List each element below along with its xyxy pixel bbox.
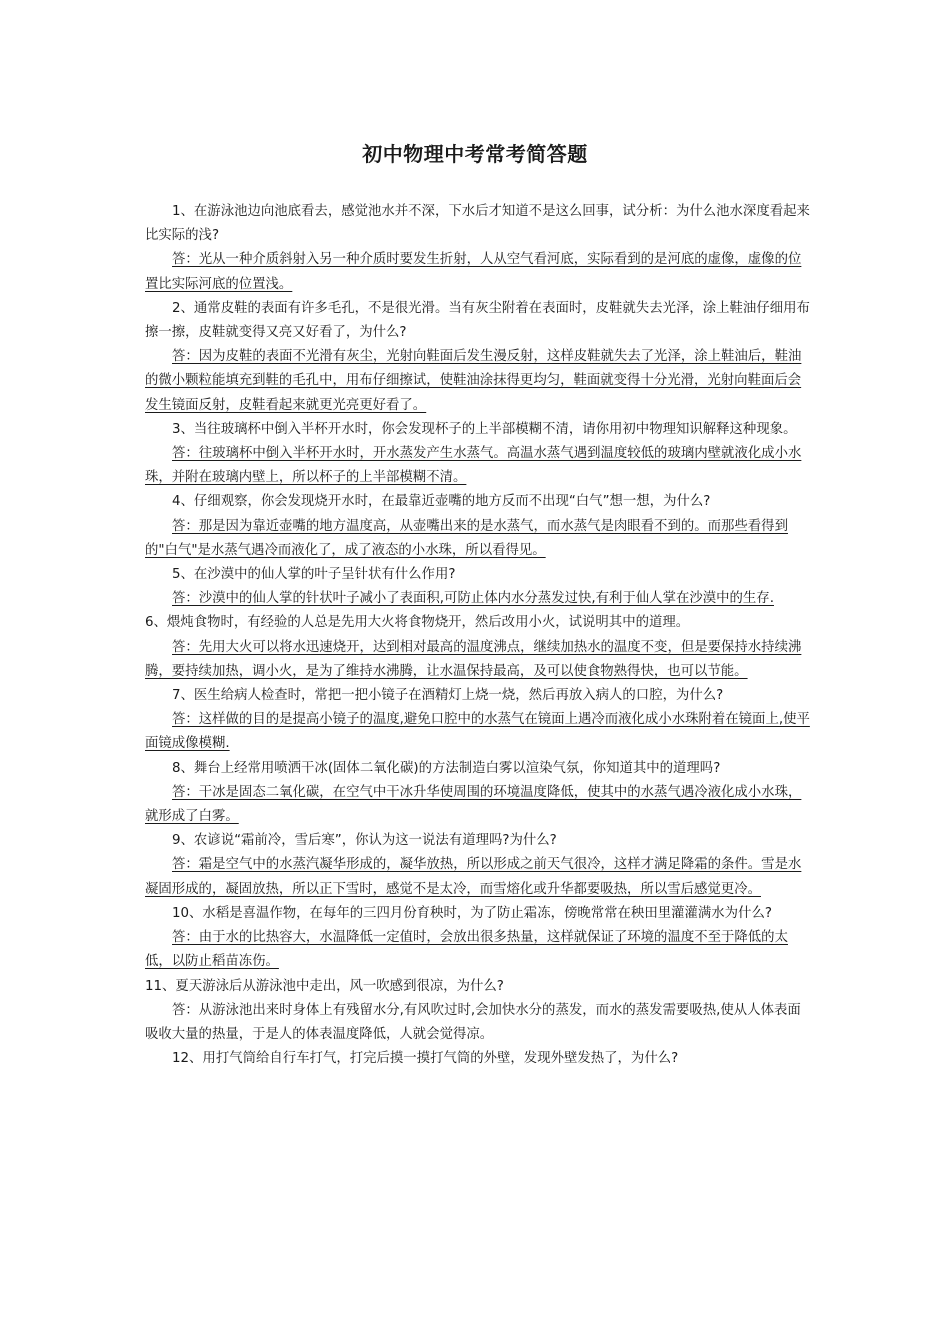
answer-4: 答：那是因为靠近壶嘴的地方温度高，从壶嘴出来的是水蒸气，而水蒸气是肉眼看不到的。而那些看得到的"白气"是水蒸气遇冷而液化了，成了液态的小水珠，所以看得见。 <box>145 518 788 558</box>
question-12: 12、用打气筒给自行车打气，打完后摸一摸打气筒的外壁，发现外壁发热了，为什么? <box>172 1051 679 1067</box>
question-1: 1、在游泳池边向池底看去，感觉池水并不深，下水后才知道不是这么回事，试分析：为什么池水深度看起来比实际的浅? <box>145 204 810 244</box>
page-title: 初中物理中考常考简答题 <box>362 142 588 166</box>
answer-10: 答：由于水的比热容大，水温降低一定值时，会放出很多热量，这样就保证了环境的温度不至于降低的太低，以防止稻苗冻伤。 <box>145 930 788 970</box>
question-3: 3、当往玻璃杯中倒入半杯开水时，你会发现杯子的上半部模糊不清，请你用初中物理知识解释这种现象。 <box>172 421 797 437</box>
answer-2: 答：因为皮鞋的表面不光滑有灰尘，光射向鞋面后发生漫反射，这样皮鞋就失去了光泽，涂上鞋油后，鞋油的微小颗粒能填充到鞋的毛孔中，用布仔细擦试，使鞋油涂抹得更均匀，鞋面就变得十分光滑，光射向鞋面后会发生镜面反射，皮鞋看起来就更光亮更好看了。 <box>145 349 802 413</box>
question-5: 5、在沙漠中的仙人掌的叶子呈针状有什么作用? <box>172 567 456 583</box>
answer-8: 答：干冰是固态二氧化碳，在空气中干冰升华使周围的环境温度降低，使其中的水蒸气遇冷液化成小水珠，就形成了白雾。 <box>145 784 802 825</box>
answer-9: 答：霜是空气中的水蒸汽凝华形成的，凝华放热，所以形成之前天气很冷，这样才满足降霜的条件。雪是水凝固形成的，凝固放热，所以正下雪时，感觉不是太冷，而雪熔化或升华都要吸热，所以雪后感觉更冷。 <box>145 857 802 897</box>
question-11: 11、夏天游泳后从游泳池中走出，风一吹感到很凉，为什么? <box>145 978 504 994</box>
question-9: 9、农谚说“霜前冷，雪后寒”，你认为这一说法有道理吗?为什么? <box>172 833 557 849</box>
answer-5: 答：沙漠中的仙人掌的针状叶子减小了表面积,可防止体内水分蒸发过快,有利于仙人掌在沙漠中的生存. <box>172 591 774 607</box>
qa-list <box>145 200 810 1071</box>
question-10: 10、水稻是喜温作物，在每年的三四月份育秧时，为了防止霜冻，傍晚常常在秧田里灌灌满水为什么? <box>172 905 772 921</box>
answer-3: 答：往玻璃杯中倒入半杯开水时，开水蒸发产生水蒸气。高温水蒸气遇到温度较低的玻璃内壁就液化成小水珠，并附在玻璃内壁上，所以杯子的上半部模糊不清。 <box>145 446 802 486</box>
question-7: 7、医生给病人检查时，常把一把小镜子在酒精灯上烧一烧，然后再放入病人的口腔，为什么? <box>172 688 724 704</box>
answer-11: 答：从游泳池出来时身体上有残留水分,有风吹过时,会加快水分的蒸发，而水的蒸发需要吸热,使从人体表面吸收大量的热量，于是人的体表温度降低，人就会觉得凉。 <box>145 1002 801 1042</box>
answer-6: 答：先用大火可以将水迅速烧开，达到相对最高的温度沸点，继续加热水的温度不变，但是要保持水持续沸腾，要持续加热，调小火，是为了维持水沸腾，让水温保持最高，及可以使食物熟得快，也可以节能。 <box>145 639 802 679</box>
question-8: 8、舞台上经常用喷洒干冰(固体二氧化碳)的方法制造白雾以渲染气氛，你知道其中的道理吗? <box>172 760 721 776</box>
answer-1: 答：光从一种介质斜射入另一种介质时要发生折射，人从空气看河底，实际看到的是河底的虚像，虚像的位置比实际河底的位置浅。 <box>145 252 802 292</box>
question-4: 4、仔细观察，你会发现烧开水时，在最靠近壶嘴的地方反而不出现“白气”想一想，为什么? <box>172 494 711 510</box>
question-2: 2、通常皮鞋的表面有许多毛孔，不是很光滑。当有灰尘附着在表面时，皮鞋就失去光泽，涂上鞋油仔细用布擦一擦，皮鞋就变得又亮又好看了，为什么? <box>145 300 810 341</box>
question-6: 6、煨炖食物时，有经验的人总是先用大火将食物烧开，然后改用小火，试说明其中的道理。 <box>145 615 690 631</box>
answer-7: 答：这样做的目的是提高小镜子的温度,避免口腔中的水蒸气在镜面上遇冷而液化成小水珠附着在镜面上,使平面镜成像模糊. <box>145 712 810 752</box>
